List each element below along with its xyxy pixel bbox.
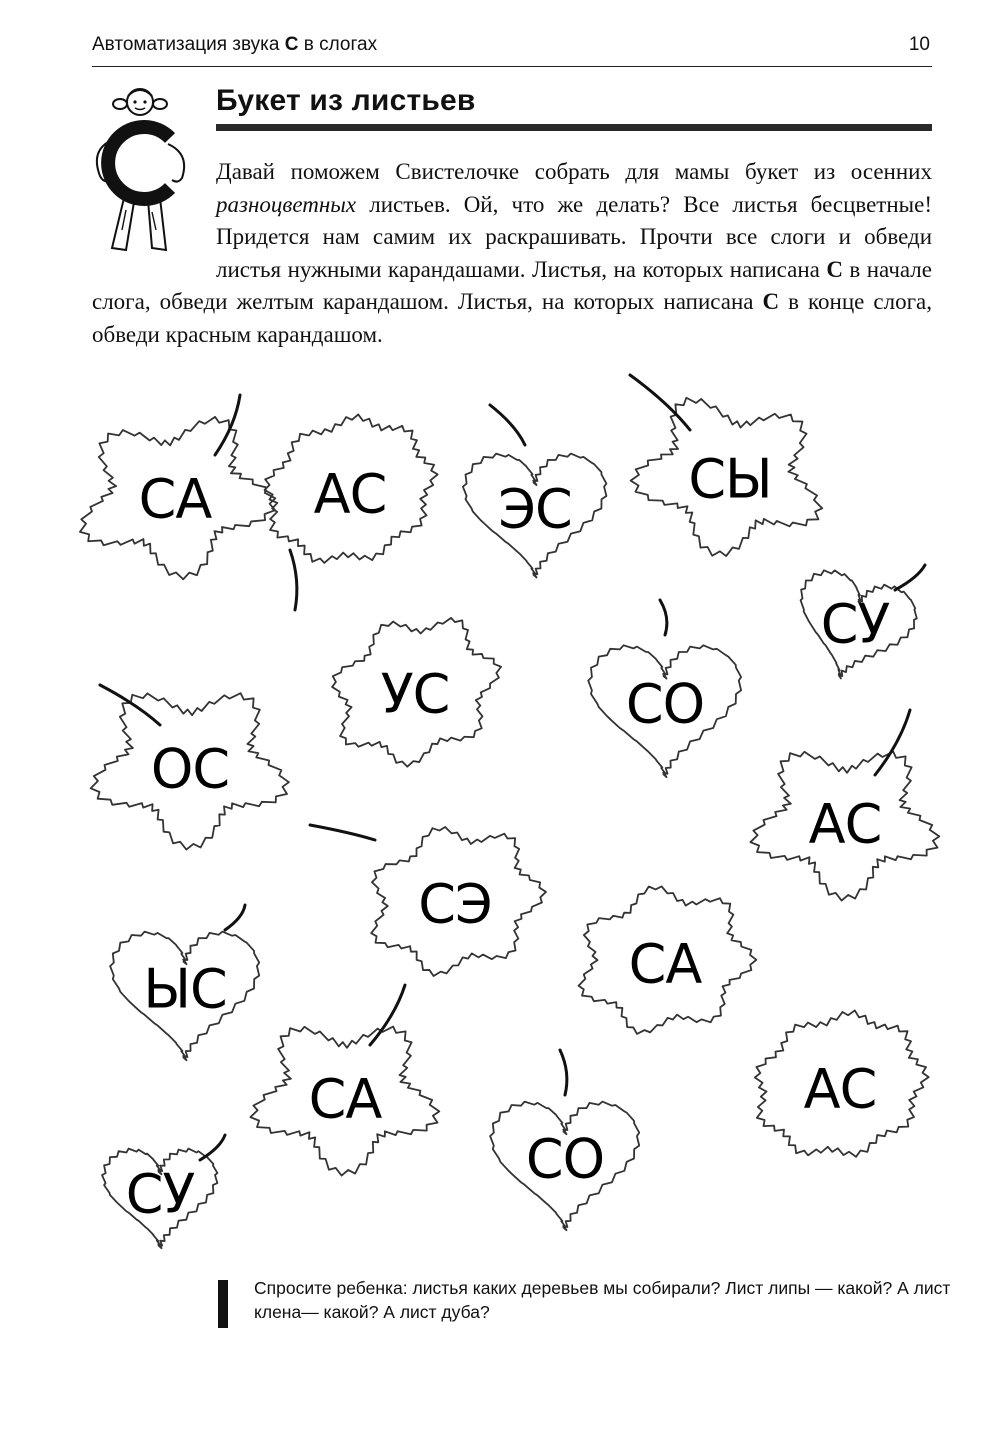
instructions-paragraph: Давай поможем Свистелочке собрать для мамы букет из осенних разноцветных листьев. Ой, что же делать? Все листья бесцветные! Придется нам самим их раскрашивать. Прочти все слоги и обведи листья нужными карандашами. Листья, на которых написана С в начале слога, обведи желтым карандашом. Листья, на которых написана С в конце слога, обведи красным карандашом. [92, 156, 932, 351]
leaf-syllable: АС [808, 792, 882, 856]
leaf-stem [895, 565, 925, 590]
leaf-maple [67, 395, 285, 593]
running-title: Автоматизация звука С в слогах [92, 34, 378, 55]
leaf-syllable: СЭ [418, 872, 492, 936]
leaf-syllable: СА [628, 932, 702, 996]
leaf-stem [490, 405, 525, 445]
note-text: Спросите ребенка: листья каких деревьев мы собирали? Лист липы — какой? А лист клена— какой? А лист дуба? [254, 1278, 951, 1322]
leaf-syllable: СА [308, 1067, 382, 1131]
leaf-linden [110, 905, 259, 1060]
leaf-syllable: СЫ [688, 447, 772, 511]
leaf-linden [782, 563, 925, 693]
leaf-linden [102, 1135, 225, 1248]
leaf-maple [250, 985, 439, 1176]
note-marker-bar [218, 1280, 228, 1328]
leaf-syllable: ОС [150, 737, 230, 801]
leaf-birch [243, 394, 458, 610]
leaf-stem [370, 985, 405, 1045]
leaf-syllable: ЭС [498, 477, 572, 541]
leaf-syllable: АС [803, 1057, 877, 1121]
page-number: 10 [908, 34, 930, 55]
leaf-stem [100, 685, 160, 725]
leaf-syllable: СУ [125, 1162, 195, 1226]
leaf-oak [564, 870, 766, 1043]
mascot-space [92, 156, 216, 276]
leaf-stem [560, 1050, 567, 1095]
leaf-maple [750, 710, 939, 901]
leaf-oak [310, 804, 560, 990]
leaf-syllable: ЫС [143, 957, 227, 1021]
leaf-stem [630, 375, 690, 430]
page-title: Букет из листьев [216, 84, 476, 117]
leaf-syllable: СО [625, 672, 705, 736]
leaf-syllable: СА [138, 467, 212, 531]
leaf-maple [91, 685, 289, 850]
leaf-linden [490, 1050, 639, 1230]
leaf-linden [463, 405, 607, 577]
leaf-syllable: АС [313, 462, 387, 526]
leaf-syllable: УС [380, 662, 450, 726]
running-header [92, 32, 932, 67]
leaf-stem [290, 550, 297, 610]
title-rule [216, 124, 932, 131]
leaves-area [0, 360, 1000, 1260]
leaf-birch [736, 995, 944, 1179]
leaf-linden [588, 600, 741, 777]
leaf-oak [305, 586, 523, 788]
leaves-svg [0, 360, 1000, 1260]
leaf-stem [310, 825, 375, 840]
leaf-stem [225, 905, 245, 930]
leaf-stem [660, 600, 667, 635]
leaf-syllable: СО [525, 1127, 605, 1191]
leaf-syllable: СУ [820, 592, 890, 656]
leaf-stem [200, 1135, 225, 1160]
leaf-maple [620, 375, 837, 573]
